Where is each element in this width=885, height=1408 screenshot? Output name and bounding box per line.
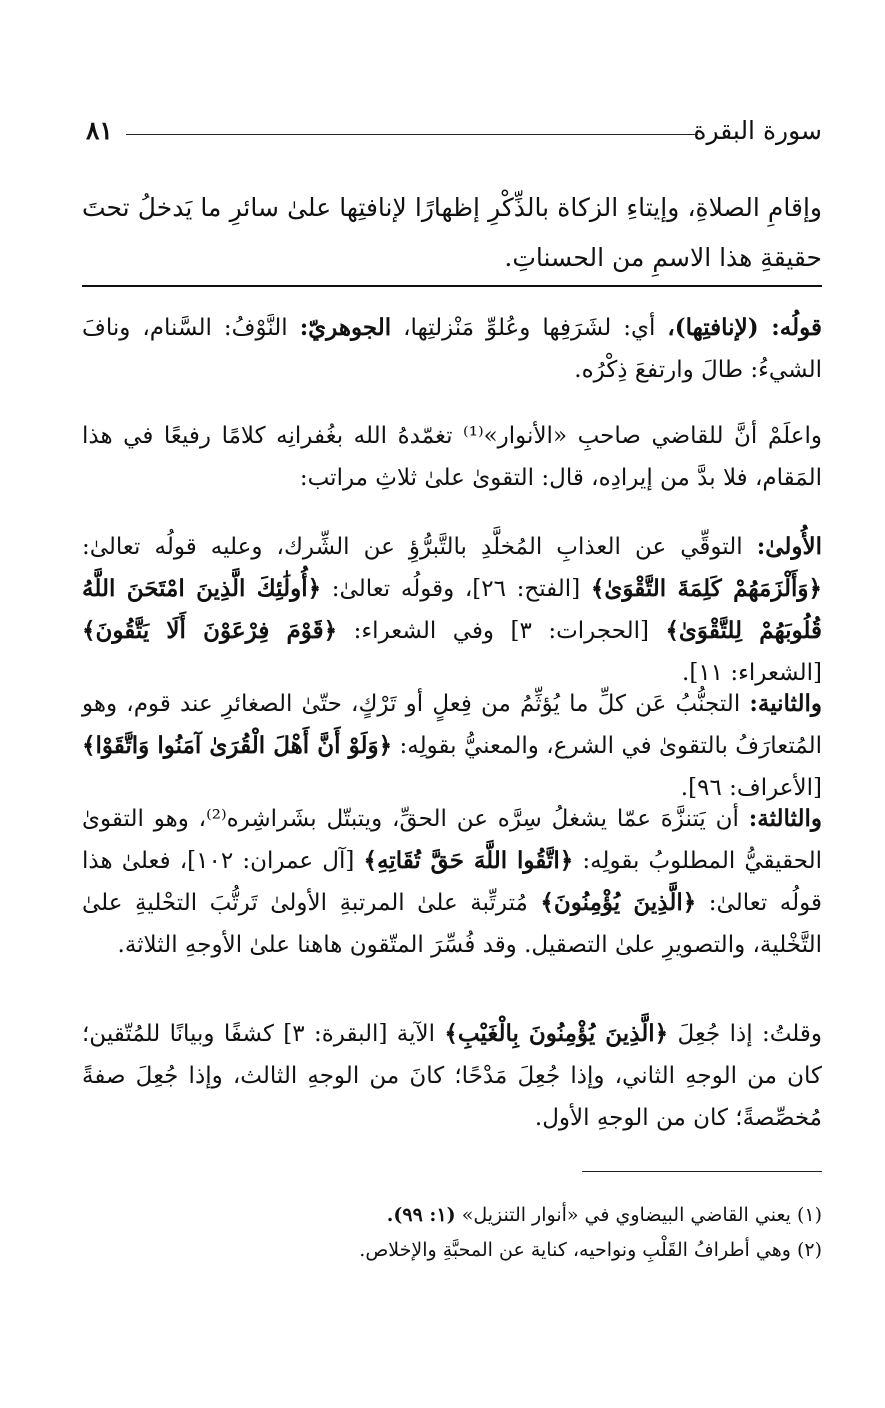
main-commentary-divider bbox=[82, 285, 822, 287]
quran-quote: ﴿أُولَٰئِكَ الَّذِينَ امْتَحَنَ اللَّهُ قُلُوبَهُمْ لِلتَّقْوَىٰ﴾ bbox=[82, 575, 823, 644]
footnote-text: (١) يعني القاضي البيضاوي في «أنوار التنزيل» bbox=[455, 1204, 822, 1226]
paragraph-text: النَّوْفُ: السَّنام، ونافَ الشيءُ: طالَ وارتفعَ ذِكْرُه. bbox=[82, 315, 822, 383]
quran-quote: ﴿وَلَوْ أَنَّ أَهْلَ الْقُرَىٰ آمَنُوا وَاتَّقَوْا﴾ bbox=[82, 732, 393, 759]
quran-quote: ﴿الَّذِينَ يُؤْمِنُونَ بِالْغَيْبِ﴾ bbox=[444, 1020, 669, 1047]
paragraph-text: الآية [البقرة: ٣] كشفًا وبيانًا للمُتّقين؛ كان من الوجهِ الثاني، وإذا جُعِلَ مَدْحًا؛ كانَ من الوجهِ الثالث، وإذا جُعِلَ صفةً مُخصِّصةً؛ كان من الوجهِ الأول. bbox=[82, 1021, 822, 1131]
paragraph-text: مُترتِّبة علىٰ المرتبةِ الأولىٰ تَرتُّبَ التحْليةِ علىٰ التَّخْلية، والتصويرِ علىٰ التصقيل. وقد فُسِّرَ المتّقون هاهنا علىٰ الأوجهِ الثلاثة. bbox=[82, 890, 822, 958]
commentary-paragraph-3 bbox=[82, 526, 822, 694]
cited-authority: الجوهريّ: bbox=[299, 314, 392, 341]
commentary-paragraph-6 bbox=[82, 1013, 822, 1139]
page-number: ٨١ bbox=[86, 116, 113, 145]
commentary-paragraph-5 bbox=[82, 798, 822, 966]
quran-quote: ﴿وَأَلْزَمَهُمْ كَلِمَةَ التَّقْوَىٰ﴾ bbox=[590, 575, 822, 602]
section-lead: والثانية: bbox=[749, 690, 822, 717]
section-lead: والثالثة: bbox=[748, 805, 823, 832]
quran-quote: ﴿اتَّقُوا اللَّهَ حَقَّ تُقَاتِهِ﴾ bbox=[363, 847, 574, 874]
reference: [الأعراف: ٩٦]. bbox=[680, 775, 822, 801]
paragraph-text: أن يَتنزَّهَ عمّا يشغلُ سِرَّه عن الحقِّ، ويتبتّل بشَراشِره⁽²⁾، وهو التقوىٰ الحقيقيُّ المطلوبُ بقولِه: bbox=[82, 806, 822, 874]
quran-quote: ﴿الَّذِينَ يُؤْمِنُونَ﴾ bbox=[540, 889, 697, 916]
paragraph-text: التجنُّبُ عَن كلِّ ما يُؤثِّمُ من فِعلٍ أو تَرْكٍ، حتّىٰ الصغائرِ عند قوم، وهو المُتعارَفُ بالتقوىٰ في الشرع، والمعنيُّ بقولِه: bbox=[82, 691, 822, 759]
reference: [الحجرات: ٣] وفي الشعراء: bbox=[337, 618, 666, 644]
quran-quote: ﴿قَوْمَ فِرْعَوْنَ أَلَا يَتَّقُونَ﴾ bbox=[82, 617, 338, 644]
reference: [آل عمران: ١٠٢]، فعلىٰ هذا قولُه تعالىٰ: bbox=[82, 848, 822, 916]
commentary-paragraph-2: واعلَمْ أنَّ للقاضي صاحبِ «الأنوار»⁽¹⁾ تغمّدهُ الله بغُفرانِه كلامًا رفيعًا في هذا المَقام، فلا بدَّ من إيرادِه، قال: التقوىٰ علىٰ ثلاثِ مراتب: bbox=[82, 423, 822, 491]
header-rule bbox=[126, 134, 698, 135]
footnote-1 bbox=[82, 1199, 822, 1231]
surah-title: سورة البقرة bbox=[693, 116, 822, 145]
main-text: وإقامِ الصلاةِ، وإيتاءِ الزكاة بالذِّكْرِ إظهارًا لإنافتِها علىٰ سائرِ ما يَدخلُ تحتَ حقيقةِ هذا الاسمِ من الحسناتِ. bbox=[82, 193, 822, 272]
commentary-paragraph-4 bbox=[82, 683, 822, 809]
reference: [الفتح: ٢٦]، وقولُه تعالىٰ: bbox=[321, 576, 591, 602]
paragraph-text: أي: لشَرَفِها وعُلوِّ مَنْزلتِها، bbox=[391, 315, 668, 341]
footnote-rule bbox=[582, 1171, 822, 1172]
reference: [الشعراء: ١١]. bbox=[682, 660, 822, 686]
footnote-citation: (١: ٩٩). bbox=[386, 1204, 456, 1226]
running-header bbox=[86, 112, 822, 152]
quoted-lemma: قولُه: (لإنافتِها)، bbox=[667, 314, 822, 341]
paragraph-text: وقلتُ: إذا جُعِلَ bbox=[668, 1021, 822, 1047]
footnote-2: (٢) وهي أطرافُ القَلْبِ ونواحيه، كناية عن المحبَّةِ والإخلاص. bbox=[359, 1239, 822, 1261]
paragraph-text: التوقِّي عن العذابِ المُخلَّدِ بالتَّبرُّؤِ عن الشِّرك، وعليه قولُه تعالىٰ: bbox=[82, 534, 757, 560]
section-lead: الأُولىٰ: bbox=[756, 533, 822, 560]
commentary-paragraph-1 bbox=[82, 307, 822, 391]
